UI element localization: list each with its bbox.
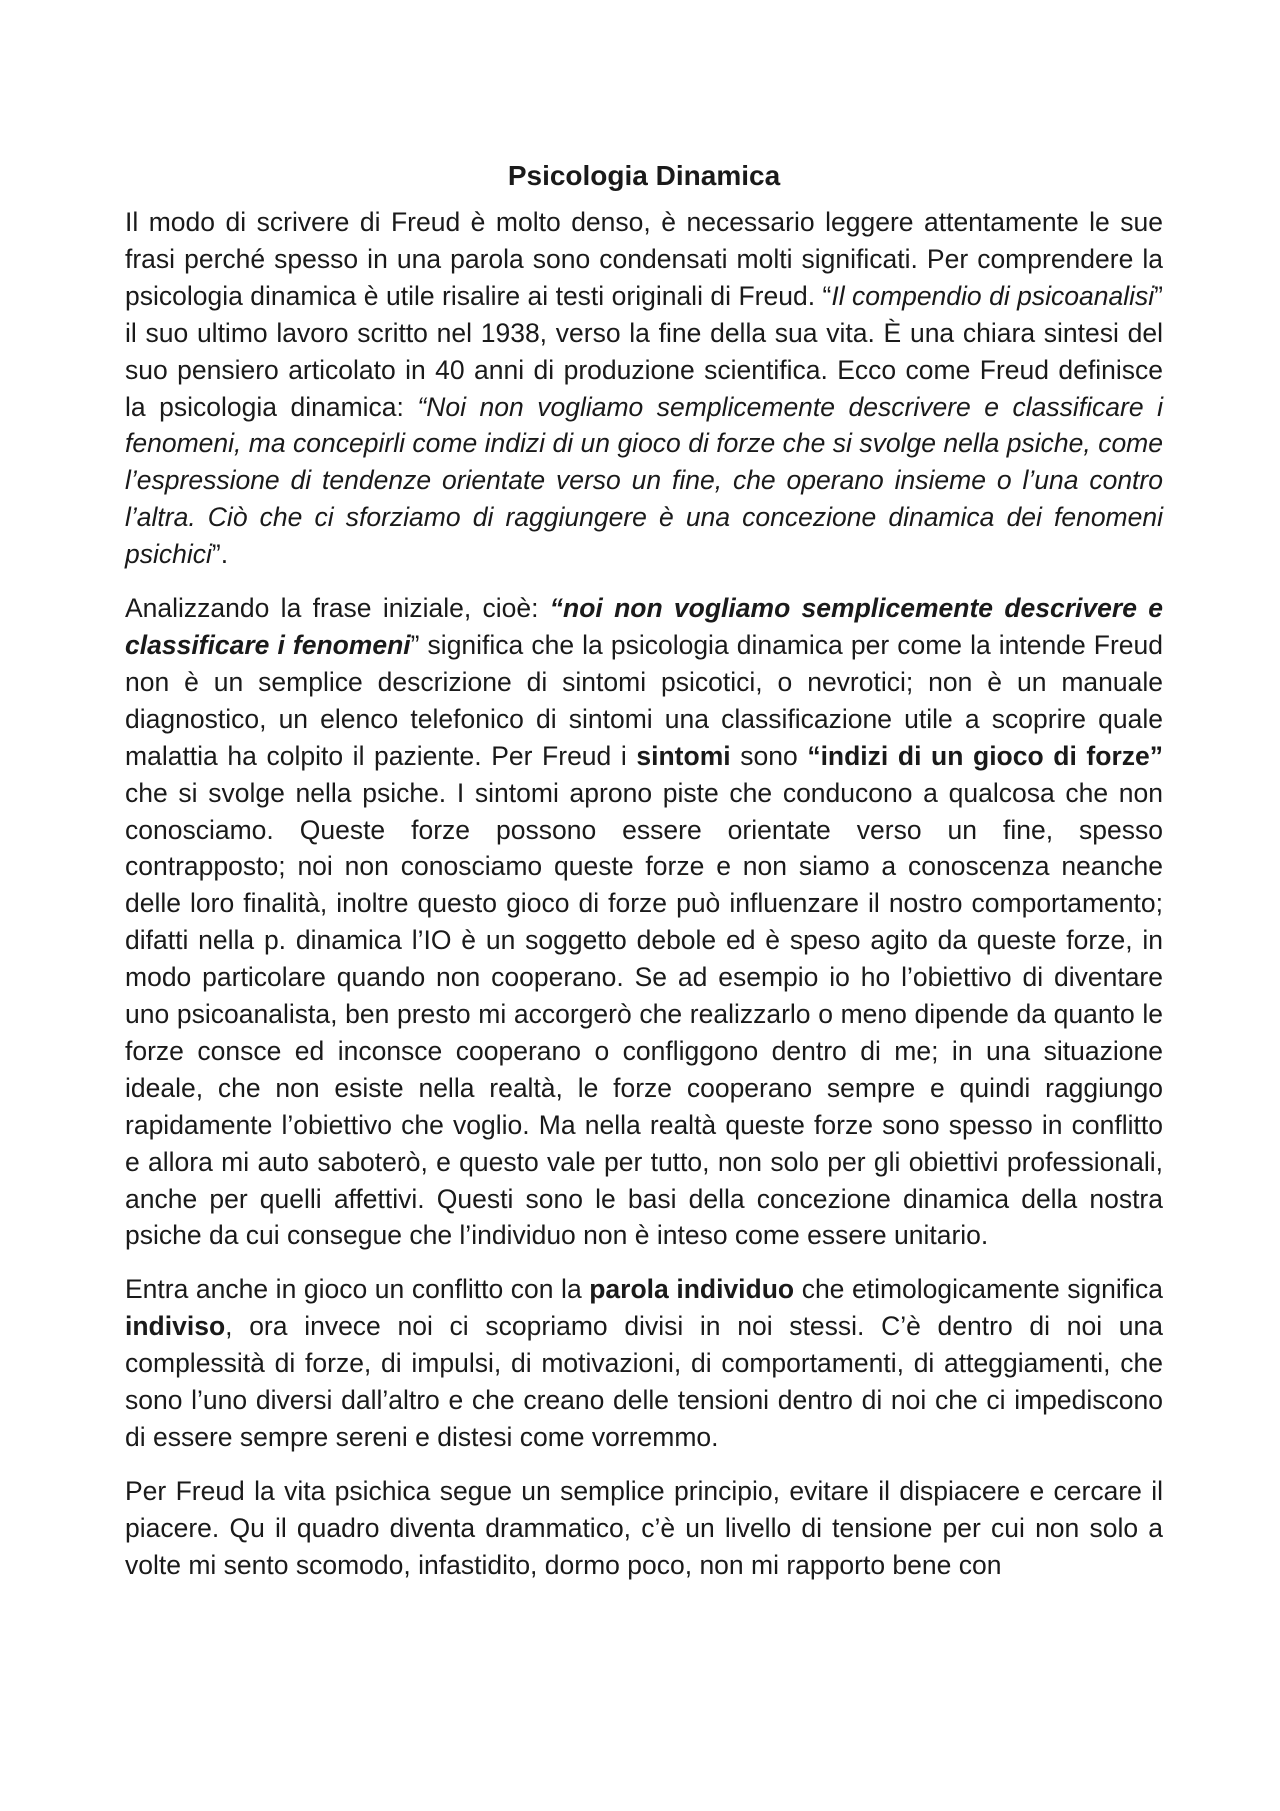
bold-text-segment: sintomi [636, 740, 731, 771]
italic-text-segment: Il compendio di psicoanalisi [831, 280, 1155, 311]
paragraph-1 [125, 204, 1163, 573]
text-segment: sono [730, 740, 808, 771]
text-segment: , ora invece noi ci scopriamo divisi in noi stessi. C’è dentro di noi una complessità di forze, di impulsi, di motivazioni, di comportamenti, di atteggiamenti, che sono l’uno diversi dall’altro e che creano delle tensioni dentro di noi che ci impediscono di essere sempre sereni e distesi come vorremmo. [125, 1311, 1163, 1452]
text-segment: Il modo di scrivere di Freud è molto denso, è necessario leggere attentamente le sue frasi perché spesso in una parola sono condensati molti significati. Per comprendere la psicologia dinamica è utile risalire ai testi originali di Freud. “ [125, 207, 1163, 311]
text-segment: ” significa che la psicologia dinamica per come la intende Freud non è un semplice descrizione di sintomi psicotici, o nevrotici; non è un manuale diagnostico, un elenco telefonico di sintomi una classificazione utile a scoprire quale malattia ha colpito il paziente. Per Freud i [125, 629, 1163, 771]
document-title: Psicologia Dinamica [507, 160, 781, 191]
paragraph-4 [125, 1473, 1163, 1584]
text-segment: Analizzando la frase iniziale, cioè: [125, 593, 550, 624]
text-segment: Per Freud la vita psichica segue un semplice principio, evitare il dispiacere e cercare il piacere. Qu il quadro diventa drammatico, c’è un livello di tensione per cui non solo a volte mi sento scomodo, infastidito, dormo poco, non mi rapporto bene con [125, 1475, 1163, 1580]
paragraph-2 [125, 590, 1163, 1254]
italic-quote-segment: “Noi non vogliamo semplicemente descrivere e classificare i fenomeni, ma concepirli come indizi di un gioco di forze che si svolge nella psiche, come l’espressione di tendenze orientate verso un fine, che operano insieme o l’una contro l’altra. Ciò che ci sforziamo di raggiungere è una concezione dinamica dei fenomeni psichici [125, 391, 1163, 570]
text-segment: Entra anche in gioco un conflitto con la [125, 1274, 590, 1305]
bold-text-segment: indiviso [125, 1311, 226, 1342]
text-segment: che etimologicamente significa [794, 1274, 1163, 1305]
text-segment: che si svolge nella psiche. I sintomi aprono piste che conducono a qualcosa che non conosciamo. Queste forze possono essere orientate verso un fine, spesso contrapposto; noi non conosciamo queste forze e non siamo a conoscenza neanche delle loro finalità, inoltre questo gioco di forze può influenzare il nostro comportamento; difatti nella p. dinamica l’IO è un soggetto debole ed è speso agito da queste forze, in modo particolare quando non cooperano. Se ad esempio io ho l’obiettivo di diventare uno psicoanalista, ben presto mi accorgerò che realizzarlo o meno dipende da quanto le forze consce ed inconsce cooperano o confliggono dentro di me; in una situazione ideale, che non esiste nella realtà, le forze cooperano sempre e quindi raggiungo rapidamente l’obiettivo che voglio. Ma nella realtà queste forze sono spesso in conflitto e allora mi auto saboterò, e questo vale per tutto, non solo per gli obiettivi professionali, anche per quelli affettivi. Questi sono le basi della concezione dinamica della nostra psiche da cui consegue che l’individuo non è inteso come essere unitario. [125, 777, 1163, 1251]
paragraph-3 [125, 1271, 1163, 1456]
bold-text-segment: “indizi di un gioco di forze” [807, 740, 1163, 771]
text-segment: ”. [211, 539, 229, 570]
bold-text-segment: parola individuo [589, 1274, 795, 1305]
bold-italic-quote-segment: “noi non vogliamo semplicemente descrivere e classificare i fenomeni [125, 593, 1163, 660]
document-page [125, 158, 1163, 1601]
text-segment: ” il suo ultimo lavoro scritto nel 1938, verso la fine della sua vita. È una chiara sintesi del suo pensiero articolato in 40 anni di produzione scientifica. Ecco come Freud definisce la psicologia dinamica: [125, 280, 1163, 422]
